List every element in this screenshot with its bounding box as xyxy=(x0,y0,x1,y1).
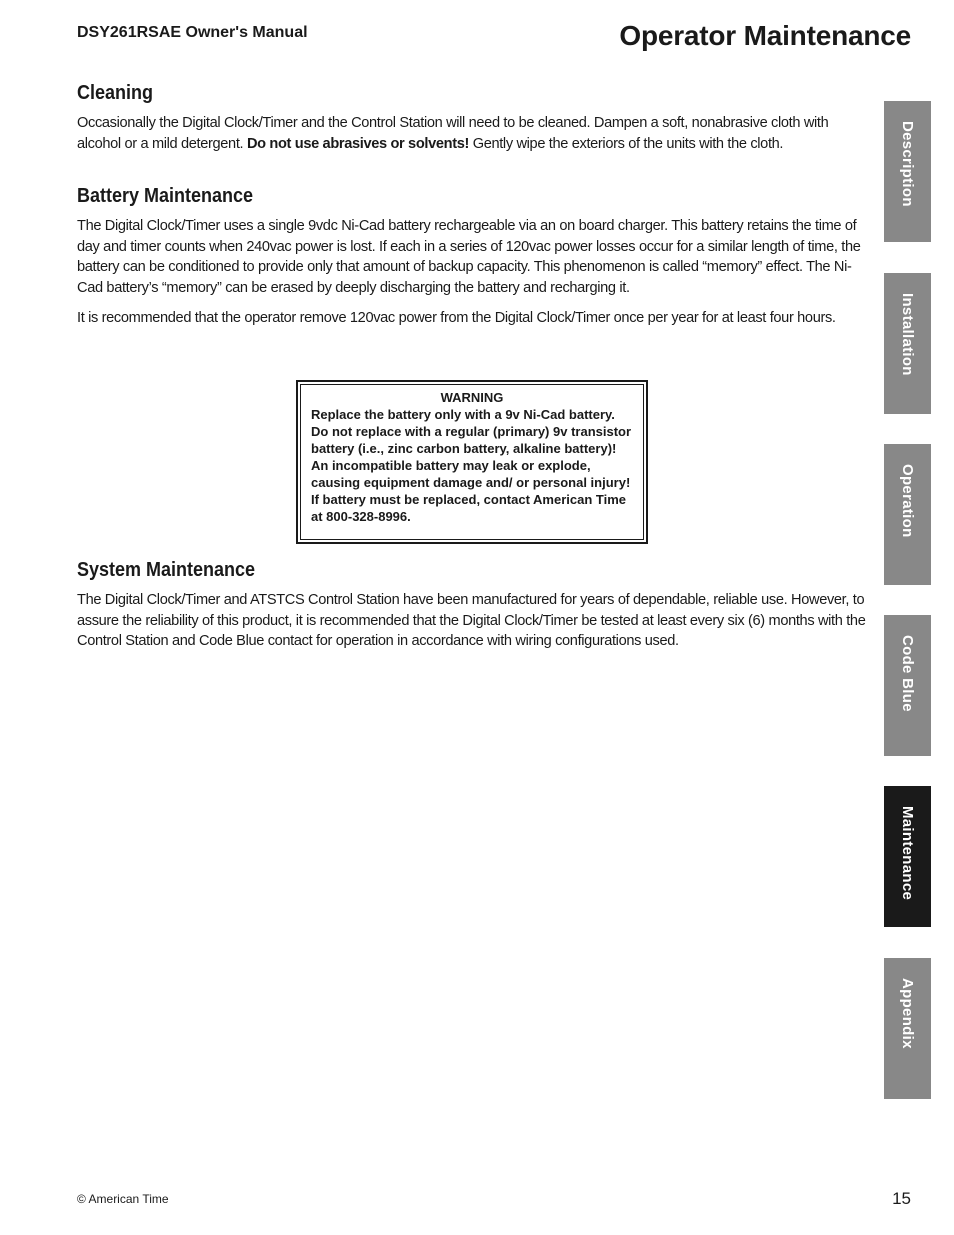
footer-copyright: © American Time xyxy=(77,1192,169,1206)
warning-box xyxy=(296,380,648,544)
warning-title: WARNING xyxy=(440,390,504,405)
system-heading: System Maintenance xyxy=(77,559,256,581)
section-cleaning xyxy=(77,82,871,154)
battery-heading: Battery Maintenance xyxy=(77,185,254,208)
system-paragraph: The Digital Clock/Timer and ATSTCS Control Station have been manufactured for years of dependable, reliable use. However, to assure the reliability of this product, it is recommended that the Digital Clock/Timer be tested at least every six (6) months with the Control Station and Code Blue contact for operation in accordance with wiring configurations used. xyxy=(77,592,866,650)
main-content xyxy=(77,82,871,337)
tab-appendix[interactable] xyxy=(884,958,931,1099)
page-title: Operator Maintenance xyxy=(619,20,911,51)
tab-code-blue[interactable] xyxy=(884,615,931,756)
tab-label: Code Blue xyxy=(899,635,916,712)
tab-maintenance[interactable] xyxy=(884,786,931,927)
tab-label: Appendix xyxy=(899,978,916,1049)
tab-description[interactable] xyxy=(884,101,931,242)
section-tabs xyxy=(884,0,931,1235)
tab-label: Operation xyxy=(899,464,916,538)
warning-inner-border xyxy=(300,384,644,540)
tab-installation[interactable] xyxy=(884,273,931,414)
tab-label: Installation xyxy=(899,293,916,376)
page-number: 15 xyxy=(892,1189,911,1208)
warning-outer-border xyxy=(296,380,648,544)
tab-operation[interactable] xyxy=(884,444,931,585)
warning-text: Replace the battery only with a 9v Ni-Cad battery. Do not replace with a regular (primary) 9v transistor battery (i.e., zinc carbon battery, alkaline battery)! An incompatible battery may leak or explode, causing equipment damage and/ or personal injury! If battery must be replaced, contact American Time at 800-328-8996. xyxy=(311,407,632,524)
cleaning-paragraph xyxy=(77,113,871,154)
cleaning-heading: Cleaning xyxy=(77,82,154,104)
cleaning-text-start: Occasionally the Digital Clock/Timer and the Control Station will need to be cleaned. Dampen a soft, nonabrasive cloth with alcohol or a mild detergent. xyxy=(77,115,829,152)
tab-label: Description xyxy=(899,121,916,207)
section-battery xyxy=(77,185,871,328)
battery-paragraph-1: The Digital Clock/Timer uses a single 9vdc Ni-Cad battery rechargeable via an on board charger. This battery retains the time of day and timer counts when 240vac power is lost. If each in a series of 120vac power losses occur for a similar length of time, the battery can be conditioned to provide only that amount of backup capacity. This phenomenon is called “memory” effect. The Ni-Cad battery’s “memory” can be erased by deeply discharging the battery and recharging it. xyxy=(77,218,861,296)
battery-paragraph-2: It is recommended that the operator remove 120vac power from the Digital Clock/Timer once per year for at least four hours. xyxy=(77,309,836,326)
section-system xyxy=(77,559,871,661)
tab-label: Maintenance xyxy=(899,806,916,901)
cleaning-text-bold: Do not use abrasives or solvents! xyxy=(246,135,469,152)
manual-title: DSY261RSAE Owner's Manual xyxy=(77,24,308,41)
cleaning-text-end: Gently wipe the exteriors of the units with the cloth. xyxy=(468,135,784,152)
